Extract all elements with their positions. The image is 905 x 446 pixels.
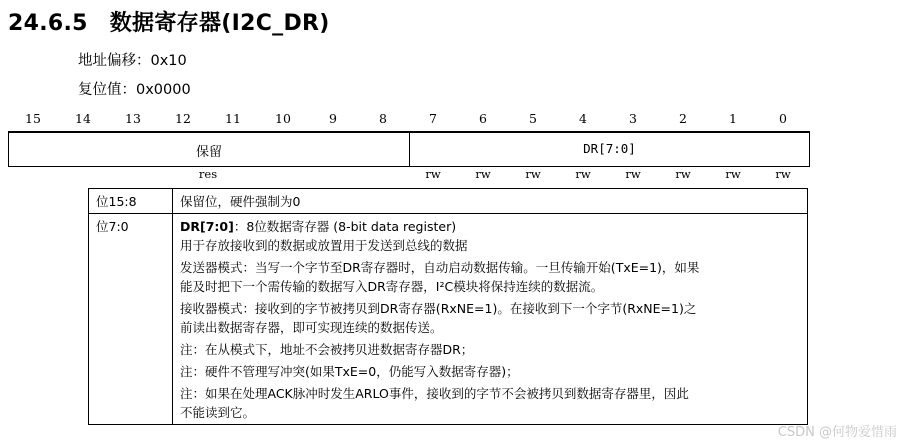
access-rw: rw	[725, 167, 741, 181]
bit-number: 5	[529, 111, 537, 126]
access-type-row	[8, 167, 810, 183]
watermark: CSDN @何物爱惜雨	[777, 425, 897, 440]
section-title: 数据寄存器(I2C_DR)	[109, 11, 330, 36]
bit-number: 10	[275, 111, 291, 126]
dr-field	[410, 133, 809, 166]
bit-number: 12	[175, 111, 191, 126]
description-line: 不能读到它。	[180, 405, 256, 420]
description-cell	[173, 214, 808, 425]
bit-number: 2	[679, 111, 687, 126]
description-line: 前读出数据寄存器，即可实现连续的数据传送。	[180, 320, 443, 335]
address-offset: 地址偏移：0x10	[78, 53, 187, 69]
bit-number: 0	[779, 111, 787, 126]
access-reserved: res	[198, 167, 218, 181]
bit-number: 14	[75, 111, 91, 126]
table-row	[89, 214, 808, 425]
bit-number: 3	[629, 111, 637, 126]
access-rw: rw	[425, 167, 441, 181]
reserved-field	[9, 133, 410, 166]
description-cell	[173, 189, 808, 214]
description-line: 保留位，硬件强制为0	[180, 194, 301, 209]
bit-number: 4	[579, 111, 587, 126]
bit-number: 1	[729, 111, 737, 126]
bit-description-table	[88, 188, 808, 425]
section-number: 24.6.5	[8, 11, 88, 36]
table-row	[89, 189, 808, 214]
access-rw: rw	[675, 167, 691, 181]
dr-field-label: DR[7:0]	[583, 141, 636, 156]
register-bit-field-box	[8, 131, 810, 167]
bit-range-cell: 位7:0	[89, 214, 173, 425]
access-rw: rw	[625, 167, 641, 181]
description-line: 用于存放接收到的数据或放置用于发送到总线的数据	[180, 238, 468, 253]
description-line: 接收器模式：接收到的字节被拷贝到DR寄存器(RxNE=1)。在接收到下一个字节(RxNE=1)之	[180, 301, 697, 316]
bit-range-cell: 位15:8	[89, 189, 173, 214]
access-rw: rw	[525, 167, 541, 181]
access-rw: rw	[475, 167, 491, 181]
description-line: 能及时把下一个需传输的数据写入DR寄存器，I²C模块将保持连续的数据流。	[180, 279, 604, 294]
bit-number: 11	[225, 111, 241, 126]
description-line: 发送器模式：当写一个字节至DR寄存器时，自动启动数据传输。一旦传输开始(TxE=1)，如果	[180, 260, 700, 275]
bit-number: 13	[125, 111, 141, 126]
reset-value: 复位值：0x0000	[78, 82, 191, 98]
bit-number: 15	[25, 111, 41, 126]
access-rw: rw	[775, 167, 791, 181]
field-name-line	[180, 217, 800, 236]
bit-number-row	[8, 111, 810, 127]
access-rw: rw	[575, 167, 591, 181]
reserved-field-label: 保留	[195, 145, 222, 160]
section-heading	[8, 6, 330, 37]
description-line: 注：硬件不管理写冲突(如果TxE=0，仍能写入数据寄存器)；	[180, 364, 519, 379]
description-line: 注：在从模式下，地址不会被拷贝进数据寄存器DR；	[180, 342, 474, 357]
field-name-suffix: ：8位数据寄存器 (8-bit data register)	[233, 219, 457, 234]
bit-number: 8	[379, 111, 387, 126]
bit-number: 7	[429, 111, 437, 126]
field-name: DR[7:0]	[180, 219, 234, 234]
bit-number: 9	[329, 111, 337, 126]
description-line: 注：如果在处理ACK脉冲时发生ARLO事件，接收到的字节不会被拷贝到数据寄存器里，因此	[180, 386, 689, 401]
bit-number: 6	[479, 111, 487, 126]
